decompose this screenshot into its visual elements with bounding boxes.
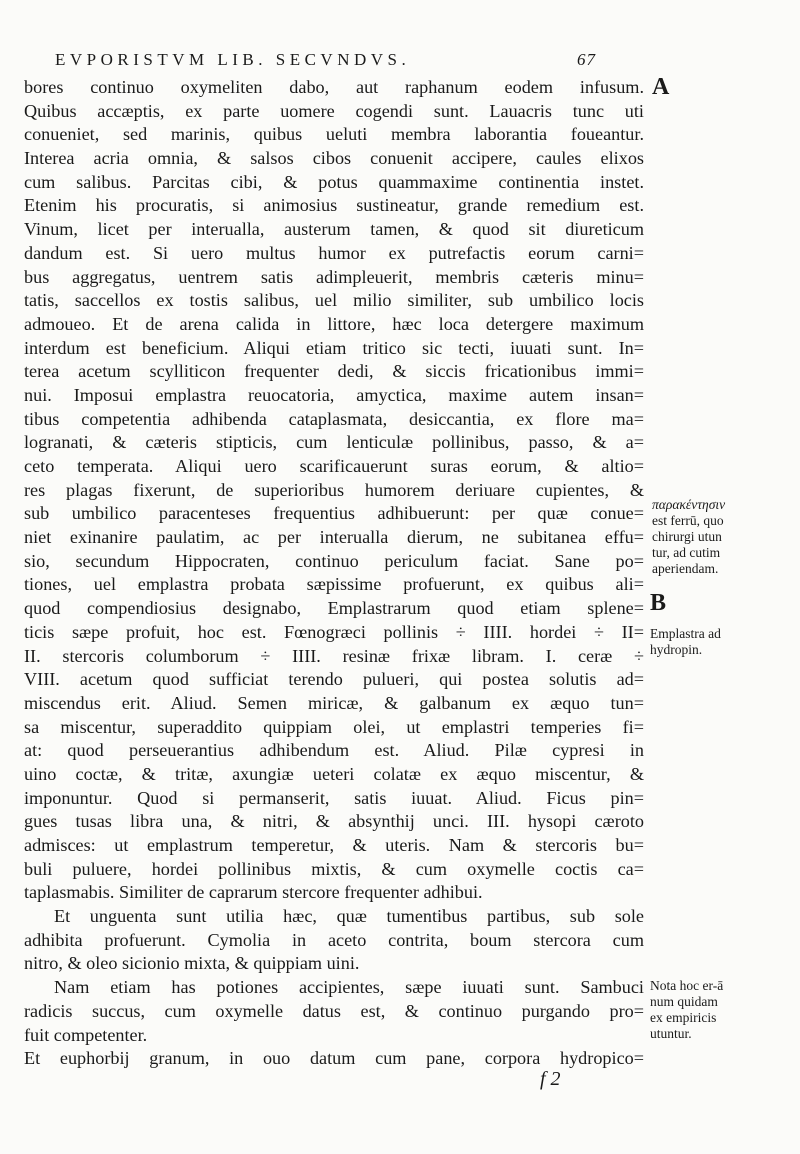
text-line: Nam etiam has potiones accipientes, sæpe iuuati sunt. Sambuci xyxy=(54,977,644,998)
main-text-block xyxy=(24,76,644,1071)
text-line: fuit competenter. xyxy=(24,1024,148,1045)
margin-note-line: utuntur. xyxy=(650,1026,692,1041)
text-line: ticis sæpe profuit, hoc est. Fœnogræci pollinis ÷ IIII. hordei ÷ II= xyxy=(24,621,644,642)
text-line: tiones, uel emplastra probata sæpissime profuerunt, ex quibus ali= xyxy=(24,574,644,595)
text-line: radicis succus, cum oxymelle datus est, & continuo purgando pro= xyxy=(24,1000,644,1021)
text-line: tibus competentia adhibenda cataplasmata, desiccantia, ex flore ma= xyxy=(24,408,644,429)
margin-note-emplastra xyxy=(650,626,721,658)
text-line: tatis, saccellos ex tostis salibus, uel milio similiter, sub umbilico locis xyxy=(24,290,644,311)
text-line: Et euphorbij granum, in ouo datum cum pane, corpora hydropico= xyxy=(24,1048,644,1069)
margin-note-empirici xyxy=(650,978,723,1042)
margin-note-line: num quidam xyxy=(650,994,718,1009)
text-line: sub umbilico paracenteses frequentius adhibuerunt: per quæ conue= xyxy=(24,503,644,524)
text-line: admisces: ut emplastrum temperetur, & uteris. Nam & stercoris bu= xyxy=(24,835,644,855)
margin-note-line: παρακέντησιν xyxy=(652,497,726,512)
text-line: logranati, & cæteris stipticis, cum lenticulæ pollinibus, passo, & a= xyxy=(24,432,644,453)
text-line: cum salibus. Parcitas cibi, & potus quammaxime continentia instet. xyxy=(24,171,644,192)
running-title: EVPORISTVM LIB. SECVNDVS. xyxy=(55,50,411,69)
margin-note-line: ex empiricis xyxy=(650,1010,717,1025)
running-header xyxy=(55,50,615,70)
text-line: ceto temperata. Aliqui uero scarificauerunt suras eorum, & altio= xyxy=(24,456,644,476)
text-line: sa miscentur, superaddito quippiam olei, ut emplastri temperies fi= xyxy=(24,716,644,737)
text-line: adhibita profuerunt. Cymolia in aceto contrita, boum stercora cum xyxy=(24,929,644,950)
text-line: conueniet, sed marinis, quibus ueluti membra laborantia foueantur. xyxy=(24,124,644,145)
text-line: bores continuo oxymeliten dabo, aut raphanum eodem infusum. xyxy=(24,77,644,97)
text-line: terea acetum scylliticon frequenter dedi, & siccis fricationibus immi= xyxy=(24,361,644,382)
text-line: II. stercoris columborum ÷ IIII. resinæ frixæ libram. I. ceræ ÷ xyxy=(24,645,644,666)
text-line: dandum est. Si uero multus humor ex putrefactis eorum carni= xyxy=(24,242,644,263)
text-line: gues tusas libra una, & nitri, & absynthij unci. III. hysopi cæroto xyxy=(24,811,644,832)
text-line: taplasmabis. Similiter de caprarum stercore frequenter adhibui. xyxy=(24,882,483,903)
margin-note-line: hydropin. xyxy=(650,642,703,657)
text-line: interdum est beneficium. Aliqui etiam tritico sic tecti, iuuati sunt. In= xyxy=(24,337,644,358)
text-line: Vinum, licet per interualla, austerum tamen, & quod sit diureticum xyxy=(24,219,644,240)
page-number: 67 xyxy=(577,50,596,69)
text-line: quod compendiosius designabo, Emplastrarum quod etiam splene= xyxy=(24,598,644,619)
text-line: Interea acria omnia, & salsos cibos conuenit accipere, caules elixos xyxy=(24,148,644,169)
text-line: VIII. acetum quod sufficiat terendo pulueri, qui postea solutis ad= xyxy=(24,669,644,690)
margin-note-line: Nota hoc er-ā xyxy=(650,978,724,993)
section-letter-b: B xyxy=(650,590,667,616)
text-line: buli puluere, hordei pollinibus mixtis, & cum oxymelle coctis ca= xyxy=(24,858,644,879)
text-line: sio, secundum Hippocraten, continuo periculum faciat. Sane po= xyxy=(24,550,644,571)
text-line: bus aggregatus, uentrem satis adimpleuerit, membris cæteris minu= xyxy=(24,266,644,287)
text-line: admoueo. Et de arena calida in littore, hæc loca detergere maximum xyxy=(24,313,644,334)
text-line: nitro, & oleo sicionio mixta, & quippiam uini. xyxy=(24,953,360,974)
signature-mark: f 2 xyxy=(540,1068,561,1090)
margin-note-line: aperiendam. xyxy=(652,561,719,576)
text-line: nui. Imposui emplastra reuocatoria, amyctica, maxime autem insan= xyxy=(24,384,644,405)
text-line: Et unguenta sunt utilia hæc, quæ tumentibus partibus, sub sole xyxy=(54,906,644,927)
margin-note-line: chirurgi utun xyxy=(652,529,722,544)
margin-note-paracentesis xyxy=(652,497,725,577)
section-letter-a: A xyxy=(652,74,670,100)
text-line: imponuntur. Quod si permanserit, satis iuuat. Aliud. Ficus pin= xyxy=(24,787,644,808)
margin-note-line: tur, ad cutim xyxy=(652,545,721,560)
margin-note-line: est ferrū, quo xyxy=(652,513,724,528)
text-line: Etenim his procuratis, si animosius sustineatur, grande remedium est. xyxy=(24,195,644,216)
text-line: niet exinanire paulatim, ac per interualla dierum, ne subitanea effu= xyxy=(24,527,644,548)
text-line: miscendus erit. Aliud. Semen miricæ, & galbanum ex æquo tun= xyxy=(24,692,644,713)
text-line: Quibus accæptis, ex parte uomere cogendi sunt. Lauacris tunc uti xyxy=(24,100,644,121)
margin-note-line: Emplastra ad xyxy=(650,626,721,641)
text-line: res plagas fixerunt, de superioribus humorem deriuare cupientes, & xyxy=(24,479,644,500)
text-line: at: quod perseuerantius adhibendum est. Aliud. Pilæ cypresi in xyxy=(24,740,644,761)
text-line: uino coctæ, & tritæ, axungiæ ueteri colatæ ex æquo miscentur, & xyxy=(24,763,644,784)
